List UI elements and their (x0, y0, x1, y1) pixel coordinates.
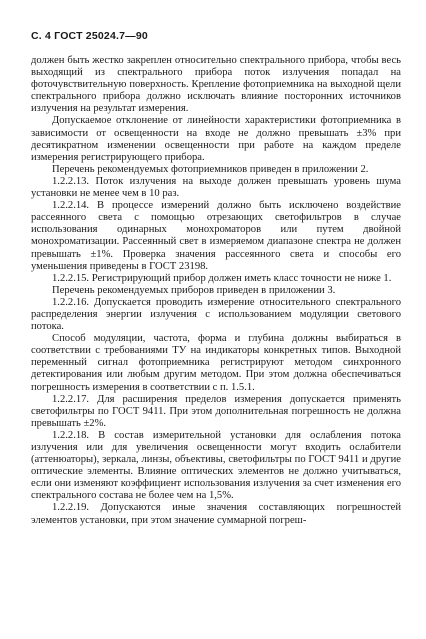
paragraph-1-2-2-15: 1.2.2.15. Регистрирующий прибор должен иметь класс точности не ниже 1. (52, 272, 392, 284)
paragraph-1-2-2-18: 1.2.2.18. В состав измерительной установки для ослабления потока излучения или для увеличения освещенности могут входить ослабители (аттенюаторы), зеркала, линзы, объективы, светофильтры по ГОСТ 9411 и другие оптические элементы. Влияние оптических элементов не должно учитываться, если они изменяют коэффициент использования излучения за счет изменения его спектрального состава не более чем на 1,5%. (31, 429, 401, 502)
paragraph-1-2-2-16: 1.2.2.16. Допускается проводить измерение относительного спектрального распределения энергии излучения с использованием модуляции светового потока. (31, 296, 401, 333)
paragraph-1-2-2-14: 1.2.2.14. В процессе измерений должно быть исключено воздействие рассеянного света с помощью отрезающих светофильтров в случае использования одинарных монохроматоров или путем двойной монохроматизации. Рассеянный свет в измеряемом диапазоне спектра не должен превышать ±1%. Проверка значения рассеянного света и способы его уменьшения приведены в ГОСТ 23198. (31, 200, 401, 272)
document-body (31, 55, 401, 527)
paragraph-continuation: должен быть жестко закреплен относительно спектрального прибора, чтобы весь выходящий из спектрального прибора поток излучения попадал на фоточувствительную поверхность. Крепление фотоприемника на выходной щели спектрального прибора должно исключать влияние посторонних источников излучения на результат измерения. (31, 55, 401, 115)
paragraph-photoreceivers-list: Перечень рекомендуемых фотоприемников приведен в приложении 2. (52, 163, 369, 175)
paragraph-linearity: Допускаемое отклонение от линейности характеристики фотоприемника в зависимости от освещенности на входе не должно превышать ±3% при десятикратном изменении освещенности при работе на каждом пределе измерения регистрирующего прибора. (31, 115, 401, 163)
page-header: С. 4 ГОСТ 25024.7—90 (31, 30, 148, 42)
paragraph-modulation: Способ модуляции, частота, форма и глубина должны выбираться в соответствии с требованиями ТУ на индикаторы конкретных типов. Выходной переменный сигнал фотоприемника регистрируют методом синхронного детектирования или любым другим методом. При этом должна обеспечиваться погрешность измерения в соответствии с п. 1.5.1. (31, 333, 401, 393)
paragraph-1-2-2-13: 1.2.2.13. Поток излучения на выходе должен превышать уровень шума установки не менее чем в 10 раз. (31, 175, 401, 200)
paragraph-1-2-2-19: 1.2.2.19. Допускаются иные значения составляющих погрешностей элементов установки, при этом значение суммарной погреш- (31, 502, 401, 526)
paragraph-1-2-2-17: 1.2.2.17. Для расширения пределов измерения допускается применять светофильтры по ГОСТ 9411. При этом дополнительная погрешность не должна превышать ±2%. (31, 393, 401, 429)
paragraph-instruments-list: Перечень рекомендуемых приборов приведен в приложении 3. (52, 284, 336, 296)
